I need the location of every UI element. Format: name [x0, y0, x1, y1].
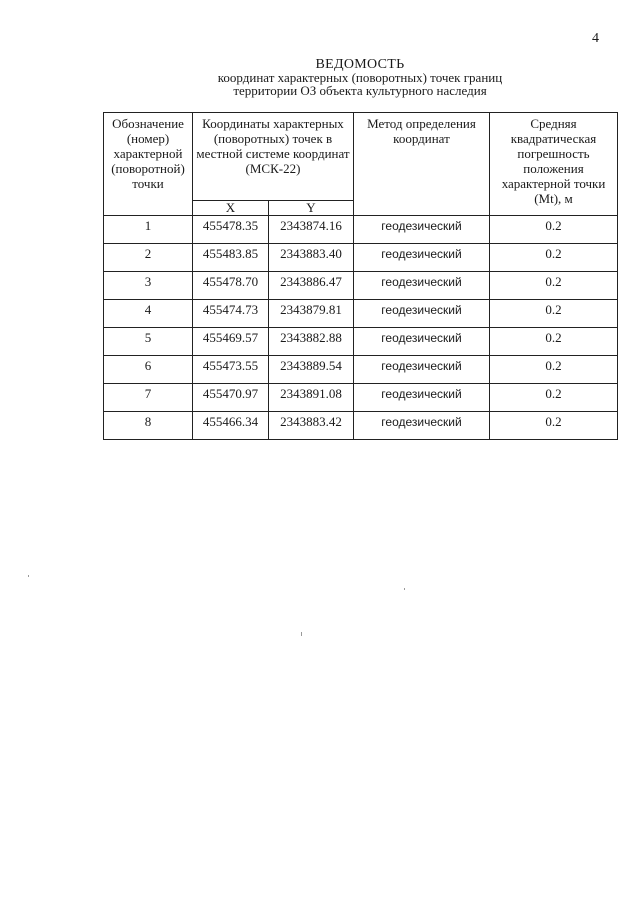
coordinates-table: [103, 112, 618, 440]
cell-method: геодезический: [354, 216, 490, 244]
cell-error: 0.2: [490, 384, 618, 412]
cell-method: геодезический: [354, 356, 490, 384]
page-number: 4: [592, 31, 599, 46]
cell-y: 2343891.08: [269, 384, 354, 412]
cell-x: 455474.73: [193, 300, 269, 328]
table-row: [104, 272, 618, 300]
cell-x: 455478.35: [193, 216, 269, 244]
header-method: Метод определения координат: [354, 113, 490, 216]
cell-y: 2343886.47: [269, 272, 354, 300]
cell-y: 2343882.88: [269, 328, 354, 356]
cell-error: 0.2: [490, 244, 618, 272]
title-main: ВЕДОМОСТЬ: [315, 57, 405, 72]
cell-method: геодезический: [354, 384, 490, 412]
cell-error: 0.2: [490, 328, 618, 356]
cell-error: 0.2: [490, 216, 618, 244]
cell-point-number: 6: [104, 356, 193, 384]
header-y: Y: [269, 201, 354, 216]
table-row: [104, 412, 618, 440]
cell-x: 455473.55: [193, 356, 269, 384]
cell-point-number: 2: [104, 244, 193, 272]
header-error: Средняя квадратическая погрешность положения характерной точки (Mt), м: [490, 113, 618, 216]
cell-error: 0.2: [490, 300, 618, 328]
cell-error: 0.2: [490, 412, 618, 440]
cell-point-number: 5: [104, 328, 193, 356]
cell-point-number: 3: [104, 272, 193, 300]
title-line-1: координат характерных (поворотных) точек границ: [217, 70, 503, 85]
table-body: [104, 216, 618, 440]
cell-x: 455483.85: [193, 244, 269, 272]
cell-x: 455478.70: [193, 272, 269, 300]
cell-method: геодезический: [354, 300, 490, 328]
header-x: X: [193, 201, 269, 216]
cell-method: геодезический: [354, 244, 490, 272]
table-row: [104, 384, 618, 412]
title-line-2: территории ОЗ объекта культурного наследия: [233, 83, 487, 98]
cell-y: 2343879.81: [269, 300, 354, 328]
cell-x: 455470.97: [193, 384, 269, 412]
cell-point-number: 1: [104, 216, 193, 244]
table-row: [104, 244, 618, 272]
table-row: [104, 328, 618, 356]
table-header: [104, 113, 618, 216]
cell-point-number: 4: [104, 300, 193, 328]
cell-point-number: 7: [104, 384, 193, 412]
cell-error: 0.2: [490, 356, 618, 384]
scan-speck: [28, 575, 29, 577]
table-row: [104, 356, 618, 384]
cell-method: геодезический: [354, 328, 490, 356]
cell-x: 455469.57: [193, 328, 269, 356]
scan-speck: [404, 588, 405, 590]
cell-method: геодезический: [354, 272, 490, 300]
document-title: [150, 58, 570, 97]
cell-error: 0.2: [490, 272, 618, 300]
table-row: [104, 300, 618, 328]
scan-speck: [301, 632, 302, 636]
cell-y: 2343883.40: [269, 244, 354, 272]
header-coordinates: Координаты характерных (поворотных) точек в местной системе координат (МСК-22): [193, 113, 354, 201]
cell-y: 2343883.42: [269, 412, 354, 440]
cell-y: 2343889.54: [269, 356, 354, 384]
cell-method: геодезический: [354, 412, 490, 440]
cell-x: 455466.34: [193, 412, 269, 440]
cell-point-number: 8: [104, 412, 193, 440]
cell-y: 2343874.16: [269, 216, 354, 244]
table-row: [104, 216, 618, 244]
header-designation: Обозначение (номер) характерной (поворотной) точки: [104, 113, 193, 216]
